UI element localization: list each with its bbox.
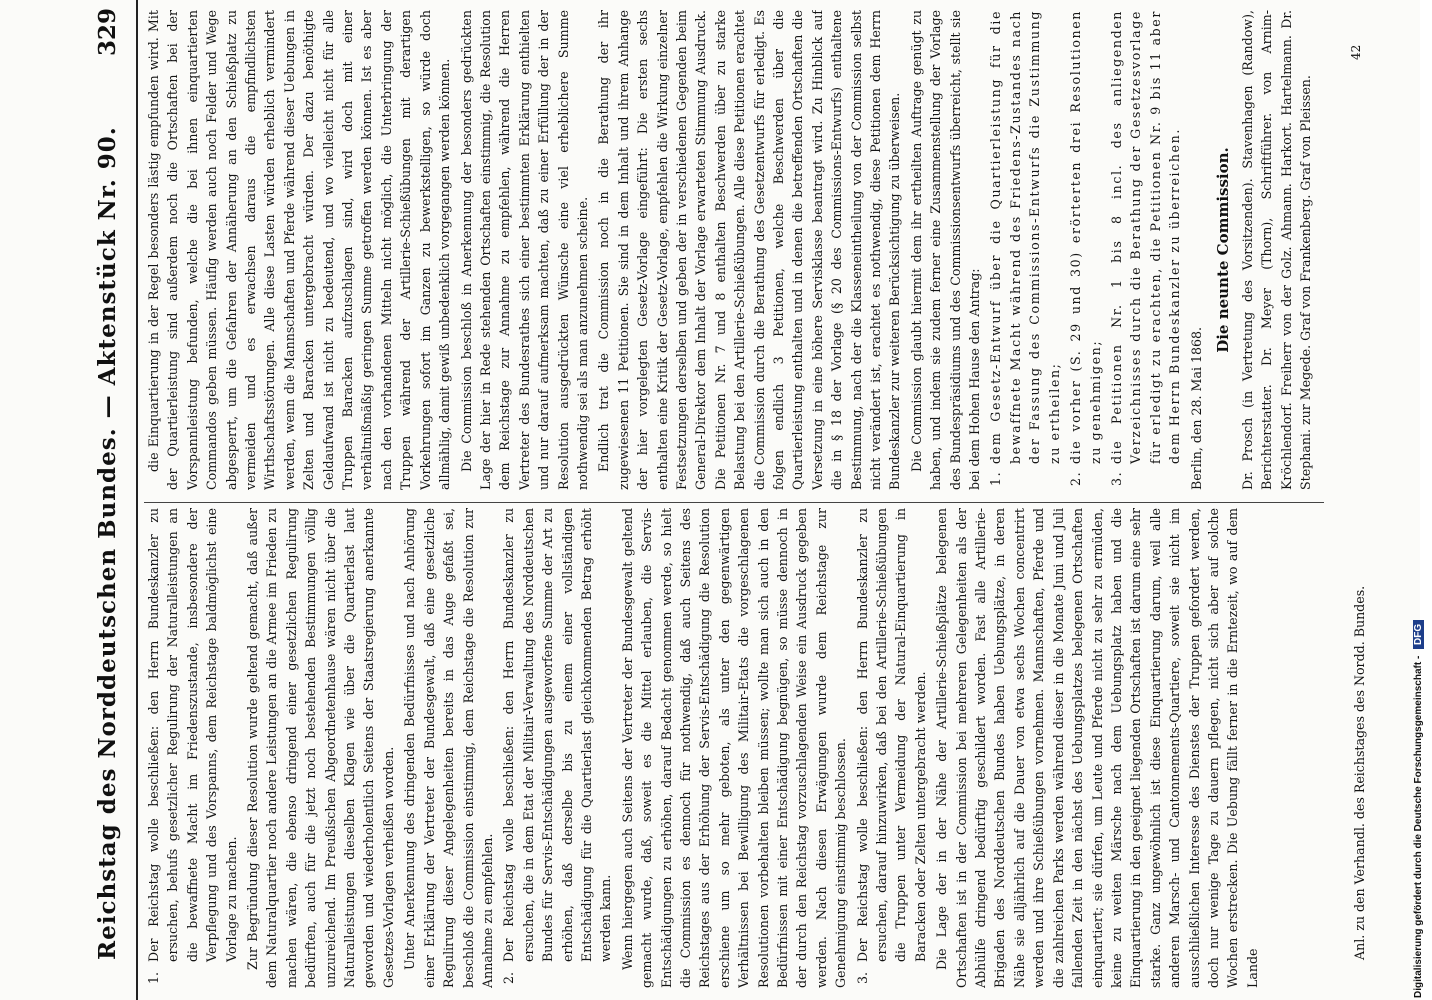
paragraph-text: Berlin, den 28. Mai 1868.: [1188, 326, 1204, 490]
paragraph: [618, 508, 851, 988]
paragraph-text: Die Commission glaubt hiermit dem ihr ertheilten Auftrage genügt zu haben, und indem sie zudem ferner eine Zusammenstellung der Vorlage des Bundespräsidiums und des Commissionsentwurfs überreicht, stellt sie bei dem Hohen Hause den Antrag:: [908, 10, 983, 490]
paragraph-number: 3.: [854, 971, 870, 984]
paragraph-text: Dr. Prosch (in Vertretung des Vorsitzenden). Stavenhagen (Randow), Berichterstatter. Dr. Meyer (Thorn), Schriftführer. von Arnim-Kröchlendorf. Freiherr von der Golz. Ahmann. Harkort. Hartelmann. Dr. Stephani. zur Megede. Graf von Frankenberg. Graf von Pleissen.: [1239, 10, 1314, 490]
paragraph: [243, 508, 398, 988]
paragraph: [144, 10, 455, 490]
left-column: [144, 508, 1324, 988]
paragraph-text: Unter Anerkennung des dringenden Bedürfnisses und nach Anhörung einer Erklärung der Vertreter der Bundesgewalt, daß eine gesetzliche Regulirung dieser Angelegenheiten bereits in das Auge gefaßt sei, beschloß die Commission einstimmig, dem Reichstage die Resolution zur Annahme zu empfehlen.: [402, 508, 495, 988]
dfg-credit-text: Digitalisierung gefördert durch die Deutsche Forschungsgemeinschaft -: [1413, 655, 1424, 998]
paragraph: [1187, 10, 1206, 490]
paragraph-number: 1.: [988, 470, 1004, 486]
footnote: Anl. zu den Verhandl. des Reichstages des Nordd. Bundes.: [1352, 585, 1367, 960]
paragraph: [932, 508, 1262, 988]
header-page-number: 329: [94, 8, 121, 57]
rotated-document-page: [84, 0, 1404, 1000]
paragraph-text: dem Gesetz-Entwurf über die Quartierleistung für die bewaffnete Macht während des Friedens-Zustandes nach der Fassung des Commissions-Entwurfs die Zustimmung zu ertheilen;: [988, 10, 1062, 464]
paragraph-text: Der Reichstag wolle beschließen: den Herrn Bundeskanzler zu ersuchen, behufs gesetzlicher Regulirung der Naturalleistungen an die bewaffnete Macht im Friedenszustande, insbesondere der Verpflegung und des Vorspanns, dem Reichstage baldmöglichst eine Vorlage zu machen.: [146, 508, 239, 962]
paragraph-text: Wenn hiergegen auch Seitens der Vertreter der Bundesgewalt geltend gemacht wurde, daß, soweit es die Mittel erlauben, die Servis-Entschädigungen zu erhöhen, darauf Bedacht genommen werde, so hielt die Commission es dennoch für nothwendig, daß auch Seitens des Reichstages aus der Erhöhung der Servis-Entschädigung die Resolution erschiene um so mehr geboten, als unter den gegenwärtigen Verhältnissen bei Bewilligung des Militair-Etats die vorgeschlagenen Resolutionen vorbehalten bleiben müssen; wollte man sich auch in den Bedürfnissen mit einer Entschädigung begnügen, so müsse dennoch in der durch den Reichstag vorzuschlagenden Weise ein Ausdruck gegeben werden. Nach diesen Erwägungen wurde dem Reichstage zur Genehmigung einstimmig beschlossen.: [619, 508, 849, 988]
numbered-paragraph: [1107, 10, 1185, 490]
dfg-credit-line: [1413, 8, 1431, 998]
commission-signature-heading: [1214, 10, 1232, 490]
paragraph-text: Die Lage der in der Nähe der Artillerie-Schießplätze belegenen Ortschaften ist in der Commission bei mehreren Gelegenheiten als der Abhülfe dringend bedürftig geschildert worden. Fast alle Artillerie-Brigaden des Norddeutschen Bundes haben Uebungsplätze, in deren Nähe sie alljährlich auf die Dauer von etwa sechs Wochen concentrirt werden und ihre Schießübungen vornehmen. Mannschaften, Pferde und die zahlreichen Parks werden während dieser in die Monate Juni und Juli fallenden Zeit in den nächst des Uebungsplatzes belegenen Ortschaften einquartiert; sie dürfen, um Leute und Pferde nicht zu sehr zu ermüden, keine zu weiten Märsche nach dem Uebungsplatz haben und die Einquartierung in den geeignet liegenden Ortschaften ist darum eine sehr starke. Ganz ungewöhnlich ist diese Einquartierung darum, weil alle anderen Marsch- und Cantonnements-Quartiere, soweit sie nicht im ausschließlichen Interesse des Dienstes der Truppen gefordert werden, doch nur wenige Tage zu dauern pflegen, nicht sich aber auf solche Wochen erstrecken. Die Uebung fällt ferner in die Erntezeit, wo auf dem Lande: [934, 508, 1260, 988]
header-title: Reichstag des Norddeutschen Bundes. — Aktenstück Nr. 90.: [94, 126, 121, 960]
paragraph-number: 3.: [1108, 470, 1124, 486]
paragraph-text: Endlich trat die Commission noch in die Berathung der ihr zugewiesenen 11 Petitionen. Sie sind in dem Inhalt und ihrem Anhange der hier vorgelegten Gesetz-Vorlage eingeführt: Die ersten sechs enthalten eine Kritik der Gesetz-Vorlage, empfehlen die Wirkung einzelner Festsetzungen derselben und geben der in verschiedenen Gegenden beim General-Direktor dem Inhalt der Vorlage erwarteten Stimmung Ausdruck. Die Petitionen Nr. 7 und 8 enthalten Beschwerden über zu starke Belastung bei den Artillerie-Schießübungen. Alle diese Petitionen erachtet die Commission durch die Berathung des Gesetzentwurfs für erledigt. Es folgen endlich 3 Petitionen, welche Beschwerden über die Quartierleistung enthalten und in denen die betreffenden Ortschaften die Versetzung in eine höhere Servisklasse beantragt wird. Zu Hinblick auf die in § 18 der Vorlage (§ 20 des Commissions-Entwurfs) enthaltene Bestimmung, nach der die Klasseneintheilung von der Commission selbst nicht verändert ist, erachtet es nothwendig, diese Petitionen dem Herrn Bundeskanzler zur weiteren Berücksichtigung zu überweisen.: [596, 10, 903, 490]
paragraph: [594, 10, 905, 490]
right-column: [144, 10, 1324, 490]
numbered-paragraph: [1066, 10, 1105, 490]
numbered-paragraph: [853, 508, 931, 988]
bottom-page-number: 42: [1349, 44, 1363, 60]
paragraph-text: Die Commission beschloß in Anerkennung der besonders gedrückten Lage der hier in Rede stehenden Ortschaften einstimmig, die Resolution dem Reichstage zur Annahme zu empfehlen, während die Herren Vertreter des Bundesrathes sich einer bestimmten Erklärung enthielten und nur darauf aufmerksam machten, daß zu einer Erfüllung der in der Resolution ausgedrückten Wünsche eine viel erheblichere Summe nothwendig sei als man anzunehmen scheine.: [458, 10, 590, 490]
dfg-logo: DFG: [1413, 620, 1424, 649]
paragraph: [1238, 10, 1316, 490]
paragraph-text: die Einquartierung in der Regel besonders lästig empfunden wird. Mit der Quartierleistung sind außerdem noch die Ortschaften bei der Vorspannleistung befunden, welche die bei ihnen einquartierten Commandos geben müssen. Häufig werden auch noch Felder und Wege abgesperrt, um die Gefahren der Annäherung an den Schießplatz zu vermeiden und es erwachsen daraus die empfindlichsten Wirthschaftsstörungen. Alle diese Lasten würden erheblich vermindert werden, wenn die Mannschaften und Pferde während dieser Uebungen in Zelten und Baracken untergebracht würden. Der dazu benöthigte Geldaufwand ist nicht zu bedeutend, und wo vielleicht nicht für alle Truppen Baracken aufzuschlagen sind, wird doch mit einer verhältnißmäßig geringen Summe getroffen werden können. Ist es aber nach den vorhandenen Mitteln nicht möglich, die Unterbringung der Truppen während der Artillerie-Schießübungen mit derartigen Vorkehrungen sofort im Ganzen zu bewerkstelligen, so würde doch allmählig, damit gewiß unbedenklich vorgegangen werden können.: [146, 10, 453, 490]
paragraph: [400, 508, 497, 988]
paragraph-text: Zur Begründung dieser Resolution wurde geltend gemacht, daß außer dem Naturalquartier noch andere Leistungen an die Armee im Frieden zu machen wären, die ebenso dringend einer gesetzlichen Regulirung bedürften, auch für die jetzt noch bestehenden Bestimmungen völlig unzureichend. Im Preußischen Abgeordnetenhause wären nicht über die Naturalleistungen dieselben Klagen wie über die Quartierlast laut geworden und wiederholentlich Seitens der Staatsregierung anerkannte Gesetzes-Vorlagen verheißen worden.: [245, 508, 396, 988]
column-divider: [144, 502, 1324, 503]
paragraph-text: Die neunte Commission.: [1213, 147, 1232, 353]
numbered-paragraph: [986, 10, 1064, 490]
paragraph-number: 2.: [501, 971, 517, 984]
paragraph-text: die vorher (S. 29 und 30) erörterten drei Resolutionen zu genehmigen;: [1068, 10, 1103, 464]
page-header: [84, 0, 138, 1000]
paragraph-number: 2.: [1068, 470, 1084, 486]
numbered-paragraph: [499, 508, 615, 988]
paragraph-number: 1.: [146, 971, 161, 984]
numbered-paragraph: [144, 508, 241, 988]
paragraph: [457, 10, 593, 490]
paragraph-text: die Petitionen Nr. 1 bis 8 incl. des anliegenden Verzeichnisses durch die Berathung der Gesetzesvorlage für erledigt zu erachten, die Petitionen Nr. 9 bis 11 aber dem Herrn Bundeskanzler zu überreichen.: [1108, 10, 1183, 464]
paragraph-text: Der Reichstag wolle beschließen: den Herrn Bundeskanzler zu ersuchen, darauf hinzuwirken, daß bei den Artillerie-Schießübungen die Truppen unter Vermeidung der Natural-Einquartierung in Baracken oder Zelten untergebracht werden.: [854, 508, 928, 962]
paragraph-text: Der Reichstag wolle beschließen: den Herrn Bundeskanzler zu ersuchen, die in dem Etat der Militair-Verwaltung des Norddeutschen Bundes für Servis-Entschädigungen ausgeworfene Summe der Art zu erhöhen, daß derselbe bis zu einem einer vollständigen Entschädigung für die Quartierlast gleichkommenden Betrag erhöht werden kann.: [501, 508, 614, 962]
paragraph: [907, 10, 985, 490]
